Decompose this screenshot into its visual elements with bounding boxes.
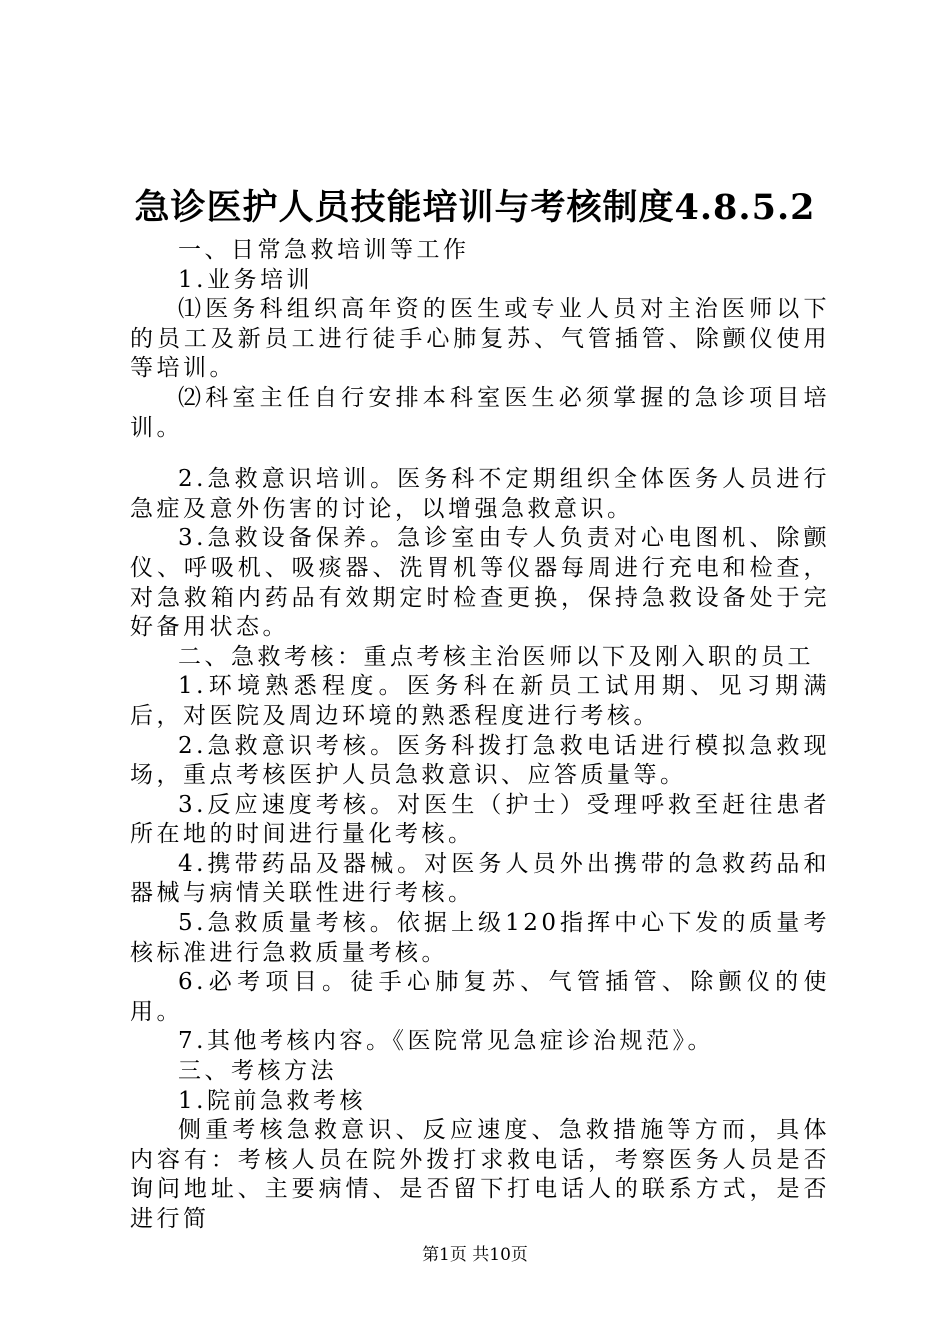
- paragraph-equipment-maintenance: 3.急救设备保养。急诊室由专人负责对心电图机、除颤仪、呼吸机、吸痰器、洗胃机等仪器每周进行充电和检查，对急救箱内药品有效期定时检查更换，保持急救设备处于完好备用状态。: [130, 525, 830, 641]
- paragraph-training-item-2: ⑵科室主任自行安排本科室医生必须掌握的急诊项目培训。: [130, 384, 830, 441]
- paragraph-assessment-quality: 5.急救质量考核。依据上级120指挥中心下发的质量考核标准进行急救质量考核。: [130, 910, 830, 966]
- paragraph-assessment-required: 6.必考项目。徒手心肺复苏、气管插管、除颤仪的使用。: [130, 969, 830, 1025]
- paragraph-assessment-awareness: 2.急救意识考核。医务科拨打急救电话进行模拟急救现场，重点考核医护人员急救意识、应答质量等。: [130, 732, 830, 789]
- page-number-footer: 第1页 共10页: [422, 1245, 528, 1265]
- section-heading-methods: 三、考核方法: [178, 1058, 337, 1085]
- paragraph-assessment-response: 3.反应速度考核。对医生（护士）受理呼救至赶往患者所在地的时间进行量化考核。: [130, 791, 830, 848]
- subheading-prehospital: 1.院前急救考核: [178, 1087, 366, 1114]
- paragraph-assessment-environment: 1.环境熟悉程度。医务科在新员工试用期、见习期满后，对医院及周边环境的熟悉程度进行考核。: [130, 673, 830, 729]
- section-heading-daily-training: 一、日常急救培训等工作: [178, 237, 470, 263]
- paragraph-awareness-training: 2.急救意识培训。医务科不定期组织全体医务人员进行急症及意外伤害的讨论，以增强急救意识。: [130, 466, 830, 522]
- document-body: [130, 236, 830, 1235]
- paragraph-assessment-equipment: 4.携带药品及器械。对医务人员外出携带的急救药品和器械与病情关联性进行考核。: [130, 850, 830, 907]
- document-title: 急诊医护人员技能培训与考核制度4.8.5.2: [134, 187, 816, 228]
- paragraph-assessment-other: 7.其他考核内容。《医院常见急症诊治规范》。: [178, 1028, 714, 1055]
- section-heading-assessment: 二、急救考核：重点考核主治医师以下及刚入职的员工: [178, 643, 814, 670]
- paragraph-prehospital-details: 侧重考核急救意识、反应速度、急救措施等方而，具体内容有：考核人员在院外拨打求救电话，考察医务人员是否询问地址、主要病情、是否留下打电话人的联系方式，是否进行简: [130, 1117, 830, 1232]
- paragraph-training-item-1: ⑴医务科组织高年资的医生或专业人员对主治医师以下的员工及新员工进行徒手心肺复苏、气管插管、除颤仪使用等培训。: [130, 296, 830, 382]
- subheading-business-training: 1.业务培训: [178, 266, 313, 293]
